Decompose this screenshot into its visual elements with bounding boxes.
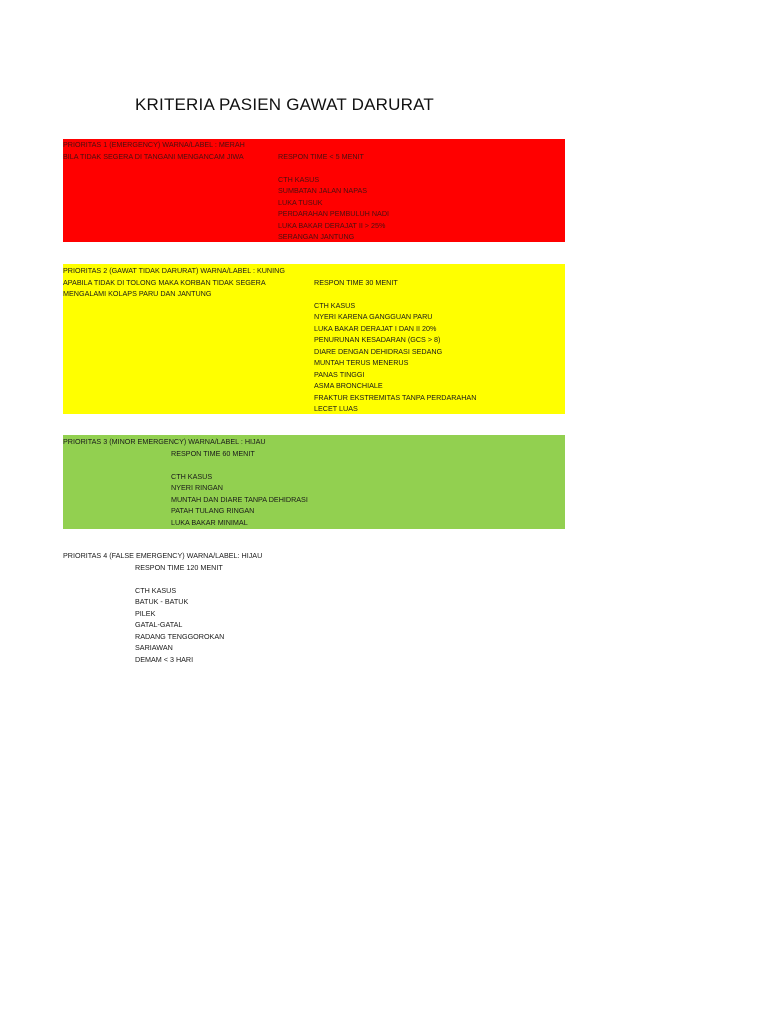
priority-1-example: LUKA BAKAR DERAJAT II > 25% bbox=[278, 220, 386, 230]
document-title: KRITERIA PASIEN GAWAT DARURAT bbox=[135, 95, 434, 114]
priority-1-example: SUMBATAN JALAN NAPAS bbox=[278, 186, 368, 195]
priority-4-block bbox=[63, 550, 565, 670]
priority-1-example: SERANGAN JANTUNG bbox=[278, 232, 355, 241]
priority-3-example: NYERI RINGAN bbox=[171, 483, 223, 492]
priority-2-example: NYERI KARENA GANGGUAN PARU bbox=[314, 312, 433, 321]
priority-2-example: LUKA BAKAR DERAJAT I DAN II 20% bbox=[314, 323, 437, 333]
priority-4-example: RADANG TENGGOROKAN bbox=[135, 631, 225, 641]
priority-2-example: LECET LUAS bbox=[314, 404, 358, 413]
priority-1-example: PERDARAHAN PEMBULUH NADI bbox=[278, 209, 390, 218]
priority-2-desc: APABILA TIDAK DI TOLONG MAKA KORBAN TIDAK SEGERA bbox=[63, 277, 266, 287]
priority-3-response: RESPON TIME 60 MENIT bbox=[171, 448, 255, 458]
priority-4-response: RESPON TIME 120 MENIT bbox=[135, 562, 223, 572]
priority-4-example-label: CTH KASUS bbox=[135, 585, 177, 595]
priority-2-example: MUNTAH TERUS MENERUS bbox=[314, 358, 409, 367]
priority-2-desc: MENGALAMI KOLAPS PARU DAN JANTUNG bbox=[63, 289, 212, 298]
priority-2-example-label: CTH KASUS bbox=[314, 300, 356, 310]
priority-2-block bbox=[63, 264, 565, 414]
priority-1-desc: BILA TIDAK SEGERA DI TANGANI MENGANCAM JIWA bbox=[63, 151, 244, 161]
priority-2-example: PENURUNAN KESADARAN (GCS > 8) bbox=[314, 335, 441, 344]
priority-2-example: FRAKTUR EKSTREMITAS TANPA PERDARAHAN bbox=[314, 392, 477, 402]
priority-2-example: PANAS TINGGI bbox=[314, 369, 365, 379]
priority-2-response: RESPON TIME 30 MENIT bbox=[314, 277, 398, 287]
priority-2-example: DIARE DENGAN DEHIDRASI SEDANG bbox=[314, 346, 443, 356]
priority-1-block bbox=[63, 139, 565, 242]
priority-2-header: PRIORITAS 2 (GAWAT TIDAK DARURAT) WARNA/LABEL : KUNING bbox=[63, 266, 285, 275]
priority-3-header: PRIORITAS 3 (MINOR EMERGENCY) WARNA/LABEL : HIJAU bbox=[63, 437, 266, 446]
priority-1-example: LUKA TUSUK bbox=[278, 197, 323, 207]
priority-4-example: BATUK - BATUK bbox=[135, 597, 189, 606]
priority-3-block bbox=[63, 435, 565, 529]
priority-4-example: SARIAWAN bbox=[135, 643, 173, 652]
priority-4-example: GATAL-GATAL bbox=[135, 620, 183, 629]
priority-4-example: PILEK bbox=[135, 608, 156, 618]
priority-1-header: PRIORITAS 1 (EMERGENCY) WARNA/LABEL : MERAH bbox=[63, 140, 245, 149]
priority-3-example: MUNTAH DAN DIARE TANPA DEHIDRASI bbox=[171, 494, 308, 504]
priority-4-header: PRIORITAS 4 (FALSE EMERGENCY) WARNA/LABEL: HIJAU bbox=[63, 551, 263, 560]
priority-1-example-label: CTH KASUS bbox=[278, 174, 320, 184]
priority-3-example: PATAH TULANG RINGAN bbox=[171, 506, 255, 515]
priority-2-example: ASMA BRONCHIALE bbox=[314, 381, 383, 390]
priority-1-response: RESPON TIME < 5 MENIT bbox=[278, 151, 364, 161]
priority-3-example: LUKA BAKAR MINIMAL bbox=[171, 517, 248, 527]
priority-3-example-label: CTH KASUS bbox=[171, 471, 213, 481]
priority-4-example: DEMAM < 3 HARI bbox=[135, 654, 194, 664]
